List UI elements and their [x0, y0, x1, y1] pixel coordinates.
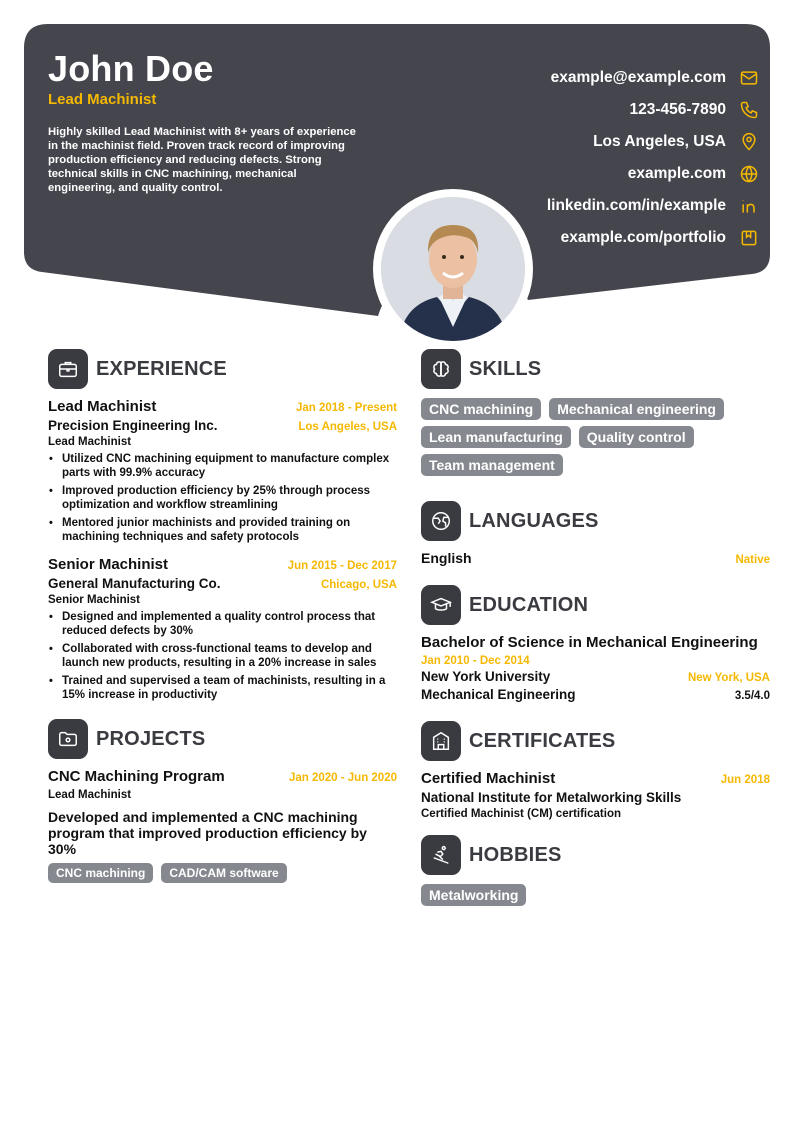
email-text[interactable]: example@example.com — [550, 69, 726, 86]
certificates-title: CERTIFICATES — [469, 729, 616, 752]
project-description: Developed and implemented a CNC machining program that improved production efficiency by 30% — [48, 809, 367, 857]
project-tags — [48, 863, 397, 889]
hobby-tag: Metalworking — [421, 884, 526, 906]
certificates-header — [421, 720, 770, 762]
achievement-list — [48, 452, 397, 544]
brain-icon — [421, 349, 461, 389]
skill-tag: CNC machining — [421, 398, 541, 420]
language-entry — [421, 550, 770, 566]
project-role: Lead Machinist — [48, 789, 132, 801]
position-title: Lead Machinist — [48, 398, 157, 415]
project-entry — [48, 768, 397, 889]
company-name: Precision Engineering Inc. — [48, 418, 218, 433]
education-dates: Jan 2010 - Dec 2014 — [421, 655, 530, 667]
gpa-value: 3.5/4.0 — [734, 690, 770, 702]
contact-location — [440, 126, 770, 158]
candidate-title: Lead Machinist — [48, 91, 157, 108]
experience-entry — [48, 398, 397, 544]
achievement-list — [48, 610, 397, 702]
project-dates: Jan 2020 - Jun 2020 — [288, 772, 397, 784]
profile-summary: Highly skilled Lead Machinist with 8+ years of experience in the machinist field. Proven track record of improving production efficiency and reducing defects. Strong technical skills in CNC machining, mechanical engineering, and quality control. — [48, 126, 356, 194]
projects-title: PROJECTS — [96, 727, 206, 750]
hobby-tags — [421, 884, 770, 912]
company-location: Los Angeles, USA — [298, 421, 397, 433]
position-role: Senior Machinist — [48, 594, 141, 606]
projects-header — [48, 718, 397, 760]
briefcase-icon — [48, 349, 88, 389]
experience-entry — [48, 556, 397, 702]
contact-website[interactable] — [440, 158, 770, 190]
education-header — [421, 584, 770, 626]
languages-title: LANGUAGES — [469, 509, 599, 532]
achievement-item: • Mentored junior machinists and provided training on machining techniques and safety protocols — [48, 516, 397, 544]
phone-text[interactable]: 123-456-7890 — [629, 101, 726, 118]
portfolio-text[interactable]: example.com/portfolio — [560, 229, 726, 246]
folder-icon — [48, 719, 88, 759]
left-column — [48, 348, 397, 889]
building-icon — [421, 721, 461, 761]
skill-tag: Quality control — [579, 426, 694, 448]
contact-phone[interactable] — [440, 94, 770, 126]
certificate-issuer: National Institute for Metalworking Skills — [421, 790, 682, 805]
position-title: Senior Machinist — [48, 556, 169, 573]
linkedin-icon — [738, 195, 760, 217]
linkedin-text[interactable]: linkedin.com/in/example — [546, 197, 726, 214]
skill-tag: Team management — [421, 454, 563, 476]
hobbies-title: HOBBIES — [469, 843, 562, 866]
school-location: New York, USA — [687, 672, 770, 684]
education-title: EDUCATION — [469, 593, 589, 616]
project-name: CNC Machining Program — [48, 768, 225, 785]
position-dates: Jun 2015 - Dec 2017 — [287, 560, 397, 572]
skills-header — [421, 348, 770, 390]
company-location: Chicago, USA — [320, 579, 397, 591]
languages-header — [421, 500, 770, 542]
language-name: English — [421, 550, 472, 566]
achievement-item: • Collaborated with cross-functional teams to develop and launch new products, resulting in a 20% increase in sales — [48, 642, 397, 670]
achievement-item: • Trained and supervised a team of machinists, resulting in a 15% increase in productivity — [48, 674, 397, 702]
map-pin-icon — [738, 131, 760, 153]
experience-header — [48, 348, 397, 390]
right-column — [421, 348, 770, 912]
education-entry — [421, 634, 770, 702]
achievement-item: • Designed and implemented a quality control process that reduced defects by 30% — [48, 610, 397, 638]
website-text[interactable]: example.com — [627, 165, 726, 182]
language-icon — [421, 501, 461, 541]
certificate-detail: Certified Machinist (CM) certification — [421, 808, 621, 820]
skill-tag: Lean manufacturing — [421, 426, 571, 448]
phone-icon — [738, 99, 760, 121]
skills-tags — [421, 398, 770, 482]
candidate-name: John Doe — [48, 48, 214, 89]
position-dates: Jan 2018 - Present — [295, 402, 397, 414]
language-level: Native — [735, 554, 770, 566]
certificate-date: Jun 2018 — [720, 774, 770, 786]
degree-name: Bachelor of Science in Mechanical Engineering — [421, 634, 758, 651]
globe-icon — [738, 163, 760, 185]
project-tag: CAD/CAM software — [161, 863, 286, 883]
project-tag: CNC machining — [48, 863, 153, 883]
skier-icon — [421, 835, 461, 875]
certificate-name: Certified Machinist — [421, 770, 556, 787]
achievement-item: • Utilized CNC machining equipment to manufacture complex parts with 99.9% accuracy — [48, 452, 397, 480]
achievement-item: • Improved production efficiency by 25% through process optimization and workflow streamlining — [48, 484, 397, 512]
mail-icon — [738, 67, 760, 89]
company-name: General Manufacturing Co. — [48, 576, 221, 591]
graduation-cap-icon — [421, 585, 461, 625]
field-of-study: Mechanical Engineering — [421, 687, 576, 702]
skills-title: SKILLS — [469, 357, 542, 380]
contact-email[interactable] — [440, 62, 770, 94]
position-role: Lead Machinist — [48, 436, 132, 448]
location-text: Los Angeles, USA — [593, 133, 726, 150]
profile-photo — [381, 197, 525, 341]
school-name: New York University — [421, 669, 551, 684]
skill-tag: Mechanical engineering — [549, 398, 724, 420]
hobbies-header — [421, 834, 770, 876]
portfolio-icon — [738, 227, 760, 249]
experience-title: EXPERIENCE — [96, 357, 227, 380]
certificate-entry — [421, 770, 770, 820]
